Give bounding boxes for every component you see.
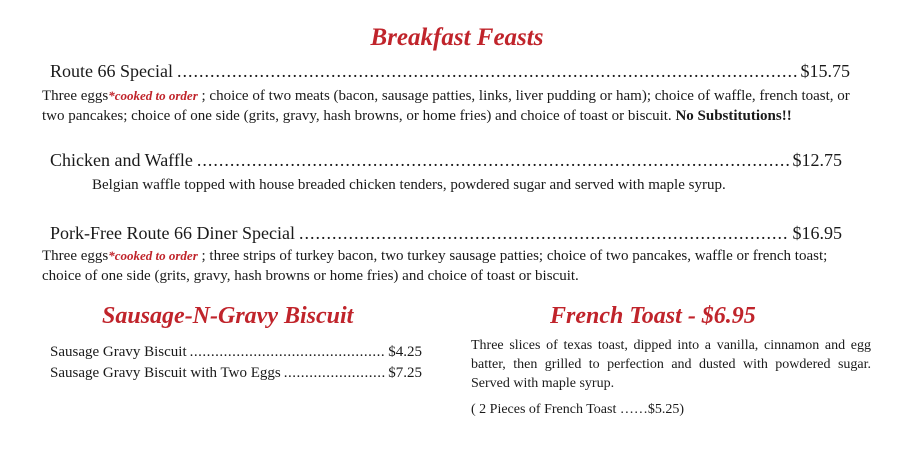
desc-text: ; three strips of turkey bacon, two turkey sausage patties; choice of two pancakes, waffle or french toast; choice of one side (grits, gravy, hash browns or home fries) and choice of toast or biscuit. (42, 248, 828, 284)
cooked-to-order-note: *cooked to order (108, 88, 198, 103)
item-description-chicken-and-waffle: Belgian waffle topped with house breaded chicken tenders, powdered sugar and served with maple syrup. (92, 177, 726, 193)
item-name: Chicken and Waffle (50, 150, 193, 170)
leader-dots (177, 61, 797, 82)
menu-item-sausage-gravy-biscuit-two-eggs (50, 365, 422, 382)
menu-item-sausage-gravy-biscuit (50, 344, 422, 361)
leader-dots (299, 223, 789, 244)
item-price: $15.75 (800, 61, 850, 81)
desc-text: Three eggs (42, 248, 109, 264)
french-toast-description: Three slices of texas toast, dipped into a vanilla, cinnamon and egg batter, then grilled to perfection and dusted with powdered sugar. Served with maple syrup. (471, 338, 871, 391)
item-name: Sausage Gravy Biscuit (50, 344, 187, 360)
item-price: $7.25 (388, 365, 422, 381)
desc-text: Three eggs (42, 88, 109, 104)
sausage-gravy-biscuit-heading: Sausage-N-Gravy Biscuit (102, 303, 354, 329)
french-toast-heading: French Toast - $6.95 (550, 303, 756, 329)
menu-item-chicken-and-waffle (50, 150, 842, 171)
cooked-to-order-note: *cooked to order (108, 248, 198, 263)
item-name: Sausage Gravy Biscuit with Two Eggs (50, 365, 281, 381)
item-price: $16.95 (792, 223, 842, 243)
leader-dots (197, 150, 789, 171)
item-description-route-66-special (42, 86, 867, 126)
desc-text: ; choice of two meats (bacon, sausage patties, links, liver pudding or ham); choice of waffle, french toast, or two pancakes; choice of one side (grits, gravy, hash browns, or home fries) and choice of toast or biscuit. (42, 88, 850, 124)
menu-item-route-66-special (50, 61, 850, 82)
no-substitutions-note: No Substitutions!! (675, 108, 792, 124)
menu-item-pork-free-special (50, 223, 842, 244)
breakfast-feasts-heading: Breakfast Feasts (370, 24, 544, 51)
item-name: Route 66 Special (50, 61, 173, 81)
item-name: Pork-Free Route 66 Diner Special (50, 223, 295, 243)
item-price: $12.75 (792, 150, 842, 170)
leader-dots (190, 344, 386, 361)
item-description-pork-free-special (42, 246, 867, 286)
french-toast-half-order-note: ( 2 Pieces of French Toast ……$5.25) (471, 402, 685, 417)
item-price: $4.25 (388, 344, 422, 360)
leader-dots (284, 365, 386, 382)
